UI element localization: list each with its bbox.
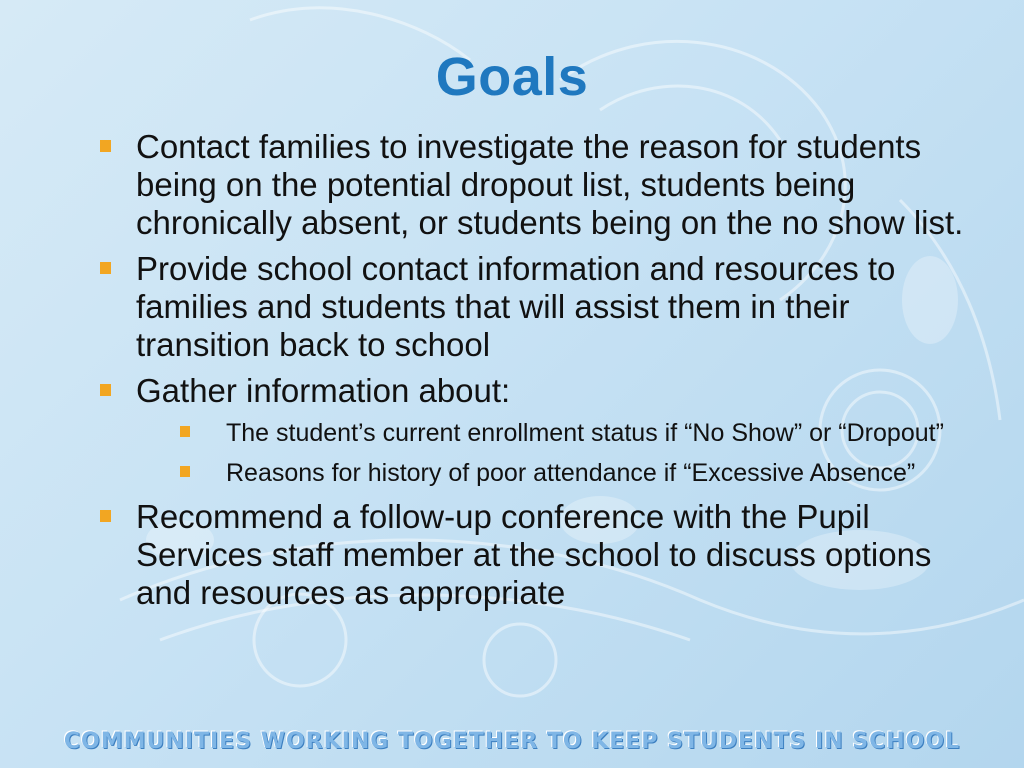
sub-bullet-item <box>96 458 976 489</box>
bullet-square-icon <box>100 384 111 396</box>
bullet-item <box>96 128 976 242</box>
bullet-text: Provide school contact information and resources to families and students that will assist them in their transition back to school <box>136 250 896 363</box>
bullet-text: Recommend a follow-up conference with the Pupil Services staff member at the school to discuss options and resources as appropriate <box>136 498 932 611</box>
sub-bullet-text: The student’s current enrollment status if “No Show” or “Dropout” <box>226 419 944 447</box>
slide-title: Goals <box>435 47 589 107</box>
bullet-list <box>96 128 976 620</box>
bullet-item <box>96 498 976 612</box>
sub-bullet-text: Reasons for history of poor attendance if “Excessive Absence” <box>226 459 916 487</box>
bullet-text: Contact families to investigate the reason for students being on the potential dropout list, students being chronically absent, or students being on the no show list. <box>136 128 964 241</box>
bullet-square-icon <box>100 140 111 152</box>
footer-tagline: COMMUNITIES WORKING TOGETHER TO KEEP STUDENTS IN SCHOOL <box>63 729 961 754</box>
bullet-square-icon <box>100 510 111 522</box>
bullet-text: Gather information about: <box>136 372 511 409</box>
bullet-item <box>96 372 976 410</box>
sub-bullet-item <box>96 418 976 449</box>
bullet-square-icon <box>180 426 190 437</box>
bullet-square-icon <box>100 262 111 274</box>
bullet-item <box>96 250 976 364</box>
bullet-square-icon <box>180 466 190 477</box>
